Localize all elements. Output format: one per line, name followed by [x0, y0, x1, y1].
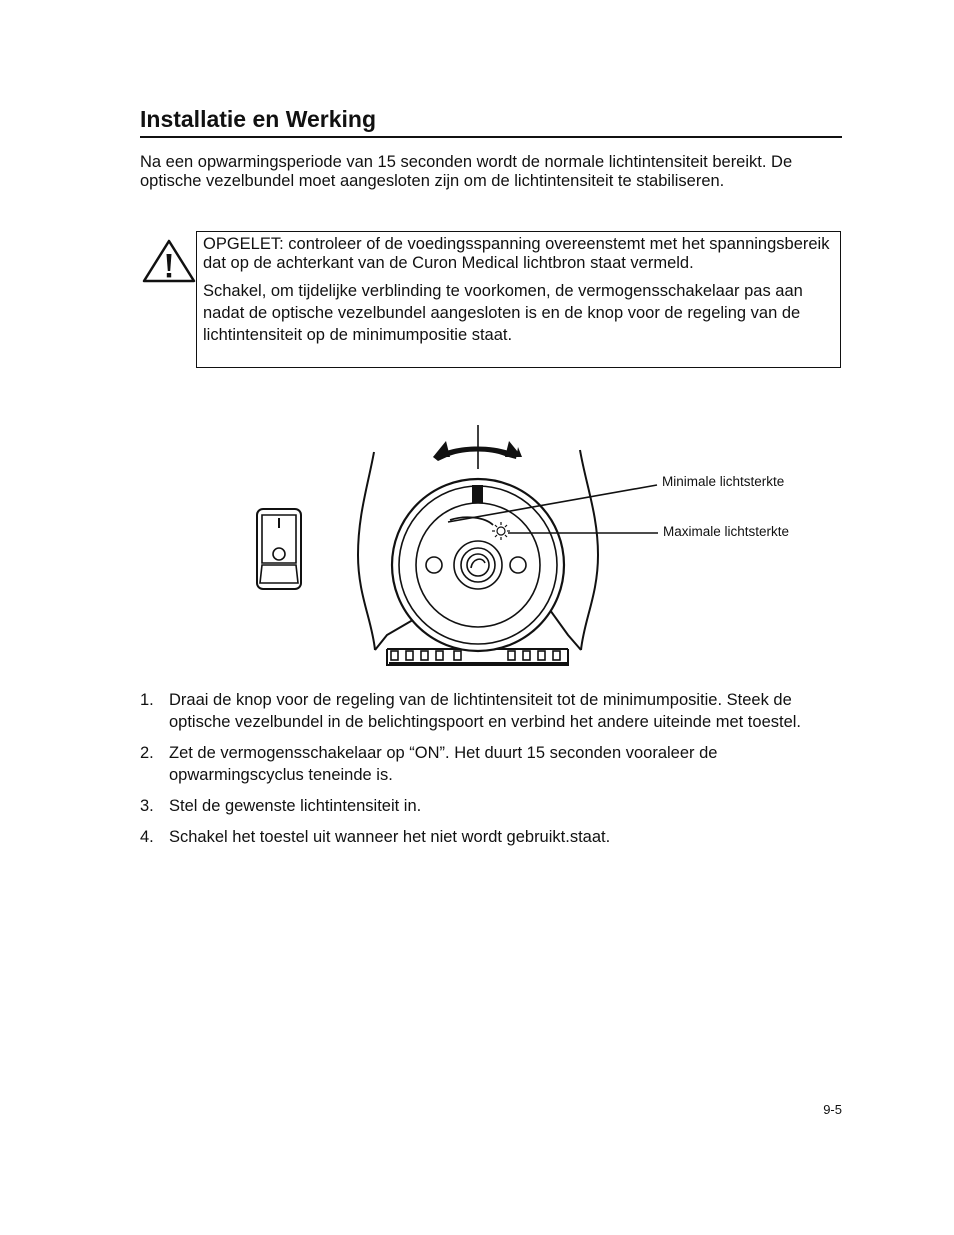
caution-paragraph-1: OPGELET: controleer of de voedingsspanning overeenstemt met het spanningsbereik dat op de achterkant van de Curon Medical lichtbron staat vermeld.	[203, 235, 830, 272]
step-number: 2.	[140, 744, 154, 762]
label-maximum-intensity: Maximale lichtsterkte	[663, 524, 790, 539]
ventilation-slots	[391, 651, 560, 660]
step-item	[140, 689, 840, 733]
device-front-panel-drawing	[250, 425, 820, 675]
step-item	[140, 742, 840, 786]
label-minimum-intensity: Minimale lichtsterkte	[662, 474, 785, 489]
step-text: Draai de knop voor de regeling van de lichtintensiteit tot de minimumpositie. Steek de optische vezelbundel in de belichtingspoort en verbind het andere uiteinde met toestel.	[169, 691, 802, 731]
power-switch-icon	[257, 509, 301, 589]
intro-paragraph: Na een opwarmingsperiode van 15 seconden wordt de normale lichtintensiteit bereikt. De optische vezelbundel moet aangesloten zijn om de lichtintensiteit te stabiliseren.	[140, 153, 793, 190]
intensity-knob	[392, 479, 564, 651]
step-text: Schakel het toestel uit wanneer het niet wordt gebruikt.staat.	[169, 828, 611, 846]
page-number: 9-5	[823, 1102, 842, 1117]
page-heading: Installatie en Werking	[140, 104, 842, 138]
warning-triangle-icon	[140, 238, 196, 284]
step-item	[140, 826, 840, 848]
caution-box	[196, 231, 841, 368]
step-number: 3.	[140, 797, 154, 815]
step-text: Zet de vermogensschakelaar op “ON”. Het duurt 15 seconden vooraleer de opwarmingscyclus teneinde is.	[169, 744, 718, 784]
step-item	[140, 795, 840, 817]
caution-paragraph-2: Schakel, om tijdelijke verblinding te voorkomen, de vermogensschakelaar pas aan nadat de optische vezelbundel aangesloten is en de knop voor de regeling van de lichtintensiteit op de minimumpositie staat.	[203, 282, 803, 344]
device-illustration	[250, 425, 820, 675]
step-number: 4.	[140, 828, 154, 846]
step-number: 1.	[140, 691, 154, 709]
instruction-steps	[140, 689, 840, 857]
step-text: Stel de gewenste lichtintensiteit in.	[169, 797, 422, 815]
